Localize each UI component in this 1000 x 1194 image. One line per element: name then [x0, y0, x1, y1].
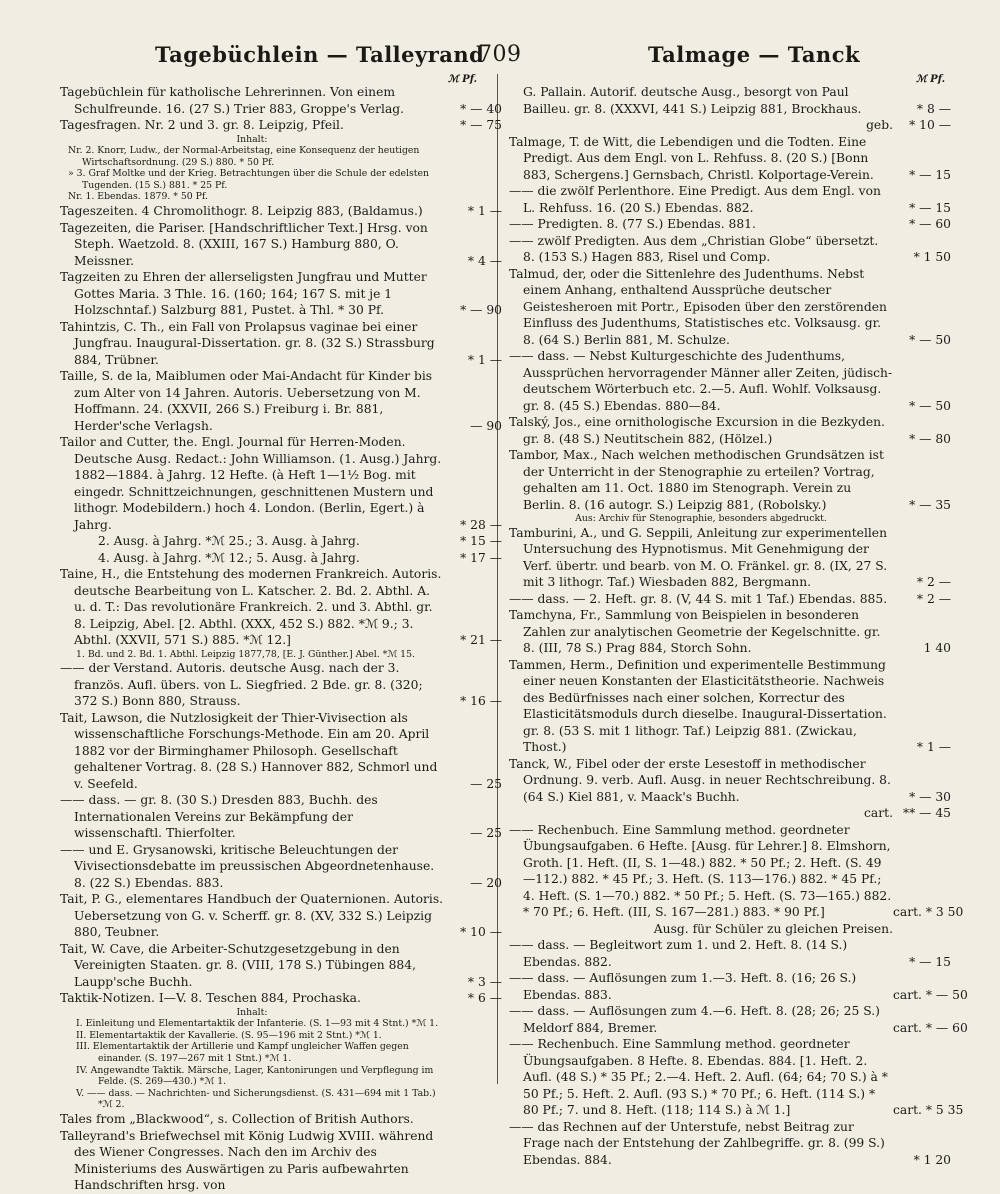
entry-text: —— der Verstand. Autoris. deutsche Ausg. nach der 3. französ. Aufl. übers. von L. Siegfried. 2 Bde. gr. 8. (320; 372 S.) Bonn 880, Strauss. [60, 661, 427, 709]
price: * 1 — [467, 352, 502, 367]
catalog-entry [60, 220, 502, 270]
entry-text: Tagezeiten, die Pariser. [Handschriftlicher Text.] Hrsg. von Steph. Waetzold. 8. (XXIII, 167 S.) Hamburg 880, O. Meissner. [60, 220, 432, 268]
price: cart. * — 50 [893, 987, 968, 1002]
catalog-entry [509, 266, 951, 349]
entry-text: 2. Ausg. à Jahrg. *ℳ 25.; 3. Ausg. à Jahrg. [98, 534, 360, 549]
entry-text: Tamchyna, Fr., Sammlung von Beispielen in besonderen Zahlen zur analytischen Geometrie der Kegelschnitte. gr. 8. (III, 78 S.) Prag 884, Storch Sohn. [509, 608, 885, 656]
catalog-entry [60, 203, 502, 220]
price: * 17 — [460, 550, 502, 565]
entry-text: —— die zwölf Perlenthore. Eine Predigt. Aus dem Engl. von L. Rehfuss. 16. (20 S.) Ebendas. 882. [509, 184, 885, 215]
price: * — 15 [909, 954, 951, 969]
price: * — 30 [909, 789, 951, 804]
price: * — 15 [909, 167, 951, 182]
entry-text: —— Rechenbuch. Eine Sammlung method. geordneter Übungsaufgaben. 8 Hefte. 8. Ebendas. 884. [1. Heft. 2. Aufl. (48 S.) * 35 Pf.; 2.—4. Heft. 2. Aufl. (64; 64; 70 S.) à * 50 Pf.; 5. Heft. 2. Aufl. (93 S.) * 70 Pf.; 6. Heft. (114 S.) * 80 Pf.; 7. und 8. Heft. (118; 114 S.) à ℳ 1.] [509, 1037, 892, 1118]
price: * — 75 [460, 118, 502, 132]
entry-text: —— Predigten. 8. (77 S.) Ebendas. 881. [509, 217, 756, 231]
price: * — 40 [460, 101, 502, 116]
catalog-entry-addendum [509, 805, 951, 822]
entry-text: Talleyrand's Briefwechsel mit König Ludwig XVIII. während des Wiener Congresses. Nach den im Archiv des Ministeriums des Auswärtigen zu Paris aufbewahrten Handschriften hrsg. von [60, 1128, 438, 1192]
entry-text: —— das Rechnen auf der Unterstufe, nebst Beitrag zur Frage nach der Entstehung der Zahlbegriffe. gr. 8. (99 S.) Ebendas. 884. [509, 1119, 889, 1167]
price: * — 35 [909, 497, 951, 512]
catalog-entry [60, 710, 502, 793]
price: — 25 [470, 776, 502, 791]
price: cart. * — 60 [893, 1020, 968, 1035]
entry-text: —— zwölf Predigten. Aus dem „Christian Globe“ übersetzt. 8. (153 S.) Hagen 883, Risel und Comp. [509, 233, 883, 264]
price: * 1 — [916, 740, 951, 755]
price: * 6 — [467, 991, 502, 1006]
catalog-entry [509, 657, 951, 756]
catalog-entry [60, 434, 502, 533]
catalog-entry [60, 660, 502, 710]
price: * 15 — [460, 534, 502, 549]
running-head-left: Tagebüchlein — Talleyrand [155, 42, 485, 67]
catalog-entry [509, 822, 964, 921]
catalog-entry [60, 1111, 502, 1128]
price: * 28 — [460, 517, 502, 532]
price: cart. * 3 50 [893, 905, 964, 920]
entry-text: Tagebüchlein für katholische Lehrerinnen. Von einem Schulfreunde. 16. (27 S.) Trier 883, Groppe's Verlag. [60, 85, 405, 116]
price-column-head-right: ℳ Pf. [916, 74, 946, 85]
catalog-entry [509, 84, 951, 117]
entry-text: Tait, W. Cave, die Arbeiter-Schutzgesetzgebung in den Vereinigten Staaten. gr. 8. (VIII, 178 S.) Tübingen 884, Laupp'sche Buchh. [60, 941, 420, 989]
contents-note: III. Elementartaktik der Artillerie und Kampf ungleicher Waffen gegen einander. (S. 197—267 mit 1 Stnt.) *ℳ 1. [76, 1041, 409, 1065]
entry-text: geb. [866, 118, 893, 132]
catalog-entry [509, 447, 951, 513]
catalog-entry [509, 1036, 964, 1119]
catalog-entry [509, 1119, 951, 1169]
contents-note: II. Elementartaktik der Kavallerie. (S. 95—196 mit 2 Stnt.) *ℳ 1. [76, 1029, 382, 1041]
entry-text: Tageszeiten. 4 Chromolithogr. 8. Leipzig 883, (Baldamus.) [60, 204, 423, 219]
entry-text: —— Rechenbuch. Eine Sammlung method. geordneter Übungsaufgaben. 6 Hefte. [Ausg. für Lehrer.] 8. Elmshorn, Groth. [1. Heft. (II, S. 1—48.) 882. * 50 Pf.; 2. Heft. (S. 49—112.) 882. * 45 Pf.; 3. Heft. (S. 113—176.) 882. * 45 Pf.; 4. Heft. (S. 1—70.) 882. * 50 Pf.; 5. Heft. (S. 73—165.) 882. * 70 Pf.; 6. Heft. (III, S. 167—281.) 883. * 90 Pf.] [509, 822, 896, 920]
entry-text: Taine, H., die Entstehung des modernen Frankreich. Autoris. deutsche Bearbeitung von L. Katscher. 2. Bd. 2. Abthl. A. u. d. T.: Das revolutionäre Frankreich. 2. und 3. Abthl. gr. 8. Leipzig, Abel. [2. Abthl. (XXX, 452 S.) 882. *ℳ 9.; 3. Abthl. (XXVII, 571 S.) 885. *ℳ 12.] [60, 567, 446, 648]
entry-text: Tailor and Cutter, the. Engl. Journal für Herren-Moden. Deutsche Ausg. Redact.: John Williamson. (1. Ausg.) Jahrg. 1882—1884. à Jahrg. 12 Hefte. (à Heft 1—1½ Bog. mit eingedr. Schnittzeichnungen, geschnittenen Mustern und lithogr. Modebildern.) hoch 4. London. (Berlin, Egert.) à Jahrg. [60, 435, 446, 532]
catalog-entry [60, 319, 502, 369]
entry-text: Talský, Jos., eine ornithologische Excursion in die Bezkyden. gr. 8. (48 S.) Neutitschein 882, (Hölzel.) [509, 415, 889, 446]
price: * — 50 [909, 332, 951, 347]
catalog-entry [509, 134, 951, 184]
entry-text: —— und E. Grysanowski, kritische Beleuchtungen der Vivisectionsdebatte im preussischen Abgeordnetenhause. 8. (22 S.) Ebendas. 883. [60, 842, 439, 890]
catalog-entry [509, 525, 951, 591]
price: * 1 50 [913, 250, 951, 264]
catalog-entry-addendum [60, 550, 502, 567]
entry-text: Tammen, Herm., Definition und experimentelle Bestimmung einer neuen Konstanten der Elasticitätstheorie. Nachweis des Bedürfnisses nach einer solchen, Korrectur des Elasticitätsmoduls durch dieselbe. Inaugural-Dissertation. gr. 8. (53 S. mit 1 lithogr. Taf.) Leipzig 881. (Zwickau, Thost.) [509, 657, 891, 755]
catalog-entry [60, 1128, 502, 1194]
entry-text: Tales from „Blackwood“, s. Collection of British Authors. [60, 1112, 414, 1126]
entry-text: —— dass. — Nebst Kulturgeschichte des Judenthums, Aussprüchen hervorragender Männer aller Zeiten, jüdisch-deutschem Wörterbuch etc. 2.—5. Aufl. Wohlf. Volksausg. gr. 8. (45 S.) Ebendas. 880—84. [509, 349, 893, 413]
entry-text: Tambor, Max., Nach welchen methodischen Grundsätzen ist der Unterricht in der Stenographie zu erteilen? Vortrag, gehalten am 11. Oct. 1880 im Stenograph. Verein zu Berlin. 8. (16 autogr. S.) Leipzig 881, (Robolsky.) [509, 448, 888, 512]
catalog-entry-addendum [60, 533, 502, 550]
catalog-entry [509, 591, 951, 608]
price: * 8 — [916, 101, 951, 116]
catalog-entry-addendum [509, 921, 951, 938]
catalog-entry [60, 566, 502, 649]
catalog-entry [60, 269, 502, 319]
entry-text: Ausg. für Schüler zu gleichen Preisen. [653, 921, 893, 936]
contents-heading: Inhalt: [236, 133, 268, 145]
price: — 20 [470, 875, 502, 890]
catalog-entry [509, 216, 951, 233]
entry-text: —— dass. — Auflösungen zum 4.—6. Heft. 8. (28; 26; 25 S.) Meldorf 884, Bremer. [509, 1004, 884, 1035]
price: cart. * 5 35 [893, 1103, 964, 1118]
entry-text: Talmud, der, oder die Sittenlehre des Judenthums. Nebst einem Anhang, enthaltend Aussprüche deutscher Geistesheroen mit Portr., Episoden über den zerstörenden Einfluss des Judenthums, Statistisches etc. Volksausg. gr. 8. (64 S.) Berlin 881, M. Schulze. [509, 266, 891, 347]
entry-text: Talmage, T. de Witt, die Lebendigen und die Todten. Eine Predigt. Aus dem Engl. von L. Rehfuss. 8. (20 S.) [Bonn 883, Schergens.] Gernsbach, Christl. Kolportage-Verein. [509, 134, 874, 182]
price: * — 80 [909, 431, 951, 446]
catalog-entry [60, 792, 502, 842]
entry-text: —— dass. — gr. 8. (30 S.) Dresden 883, Buchh. des Internationalen Vereins zur Bekämpfung der wissenschaftl. Thierfolter. [60, 793, 382, 841]
catalog-entry [509, 607, 951, 657]
entry-text: —— dass. — 2. Heft. gr. 8. (V, 44 S. mit 1 Taf.) Ebendas. 885. [509, 591, 888, 606]
contents-note: V. —— dass. — Nachrichten- und Sicherungsdienst. (S. 431—694 mit 1 Tab.) *ℳ 2. [76, 1087, 436, 1111]
entry-text: cart. [864, 806, 893, 821]
entry-text: Tait, Lawson, die Nutzlosigkeit der Thier-Vivisection als wissenschaftliche Forschungs-Methode. Ein am 20. April 1882 vor der Birminghamer Philosoph. Gesellschaft gehaltener Vortrag. 8. (28 S.) Hannover 882, Schmorl und v. Seefeld. [60, 710, 442, 791]
contents-note: IV. Angewandte Taktik. Märsche, Lager, Kantonirungen und Verpflegung im Felde. (S. 269—430.) *ℳ 1. [76, 1064, 434, 1088]
price: 1 40 [923, 641, 951, 656]
contents-heading: Aus: Archiv für Stenographie, besonders abgedruckt. [575, 513, 827, 524]
price: — 90 [470, 418, 502, 433]
catalog-entry [60, 990, 502, 1007]
catalog-entry [509, 348, 951, 414]
catalog-entry [509, 1003, 968, 1036]
entry-text: Taille, S. de la, Maiblumen oder Mai-Andacht für Kinder bis zum Alter von 14 Jahren. Autoris. Uebersetzung von M. Hoffmann. 24. (XXVII, 266 S.) Freiburg i. Br. 881, Herder'sche Verlagsh. [60, 369, 437, 433]
right-column [509, 84, 968, 1168]
left-column [60, 84, 502, 1194]
entry-text: Tagzeiten zu Ehren der allerseligsten Jungfrau und Mutter Gottes Maria. 3 Thle. 16. (160; 164; 167 S. mit je 1 Holzschntaf.) Salzburg 881, Pustet. à Thl. * 30 Pf. [60, 270, 431, 318]
price: * 10 — [909, 118, 951, 132]
contents-note: Nr. 2. Knorr, Ludw., der Normal-Arbeitstag, eine Konsequenz der heutigen Wirtschaftsordnung. (29 S.) 880. * 50 Pf. [68, 145, 420, 168]
contents-note: Nr. 1. Ebendas. 1879. * 50 Pf. [68, 191, 208, 203]
catalog-entry [60, 368, 502, 434]
catalog-entry [509, 756, 951, 806]
price: * 10 — [460, 925, 502, 940]
contents-note: 1. Bd. und 2. Bd. 1. Abthl. Leipzig 1877,78, [E. J. Günther.] Abel. *ℳ 15. [76, 648, 415, 660]
catalog-entry [60, 84, 502, 117]
price: * 1 20 [913, 1152, 951, 1167]
price: * 2 — [916, 575, 951, 590]
catalog-entry [509, 183, 951, 216]
entry-text: —— dass. — Begleitwort zum 1. und 2. Heft. 8. (14 S.) Ebendas. 882. [509, 938, 852, 969]
entry-text: Tagesfragen. Nr. 2 und 3. gr. 8. Leipzig, Pfeil. [60, 118, 344, 132]
catalog-entry [60, 941, 502, 991]
entry-text: Tamburini, A., und G. Seppili, Anleitung zur experimentellen Untersuchung des Hypnotismus. Mit Genehmigung der Verf. übertr. und bearb. von M. O. Fränkel. gr. 8. (IX, 27 S. mit 3 lithogr. Taf.) Wiesbaden 882, Bergmann. [509, 525, 892, 590]
entry-text: Tait, P. G., elementares Handbuch der Quaternionen. Autoris. Uebersetzung von G. v. Scherff. gr. 8. (XV, 332 S.) Leipzig 880, Teubner. [60, 892, 447, 940]
price: * 21 — [460, 633, 502, 648]
contents-note: I. Einleitung und Elementartaktik der Infanterie. (S. 1—93 mit 4 Stnt.) *ℳ 1. [76, 1018, 439, 1030]
contents-note: » 3. Graf Moltke und der Krieg. Betrachtungen über die Schule der edelsten Tugenden. (15 S.) 881. * 25 Pf. [68, 168, 429, 191]
entry-text: —— dass. — Auflösungen zum 1.—3. Heft. 8. (16; 26 S.) Ebendas. 883. [509, 971, 861, 1002]
page-number: 709 [478, 42, 522, 67]
price: * — 50 [909, 398, 951, 413]
price: * — 60 [909, 217, 951, 231]
catalog-entry [509, 937, 951, 970]
catalog-entry [509, 414, 951, 447]
catalog-entry [60, 117, 502, 134]
catalog-entry-addendum [509, 117, 951, 134]
price: * 16 — [460, 694, 502, 709]
price: * 4 — [467, 253, 502, 268]
price: * — 15 [909, 200, 951, 215]
catalog-entry [509, 233, 951, 266]
price: * 1 — [467, 204, 502, 219]
price: ** — 45 [902, 806, 951, 821]
entry-text: Tahintzis, C. Th., ein Fall von Prolapsus vaginae bei einer Jungfrau. Inaugural-Dissertation. gr. 8. (32 S.) Strassburg 884, Trübner. [60, 319, 439, 367]
price: * — 90 [460, 303, 502, 318]
running-head-right: Talmage — Tanck [648, 42, 861, 67]
price-column-head-left: ℳ Pf. [448, 74, 478, 85]
entry-text: 4. Ausg. à Jahrg. *ℳ 12.; 5. Ausg. à Jahrg. [98, 550, 360, 565]
price: * 2 — [916, 591, 951, 606]
price: * 3 — [467, 974, 502, 989]
entry-text: G. Pallain. Autorif. deutsche Ausg., besorgt von Paul Bailleu. gr. 8. (XXXVI, 441 S.) Leipzig 881, Brockhaus. [523, 85, 862, 116]
price: — 25 [470, 826, 502, 841]
catalog-entry [60, 891, 502, 941]
contents-heading: Inhalt: [236, 1006, 268, 1018]
catalog-entry [509, 970, 968, 1003]
catalog-entry [60, 842, 502, 892]
entry-text: Tanck, W., Fibel oder der erste Lesestoff in methodischer Ordnung. 9. verb. Aufl. Ausg. in neuer Rechtschreibung. 8. (64 S.) Kiel 881, v. Maack's Buchh. [509, 756, 895, 804]
entry-text: Taktik-Notizen. I—V. 8. Teschen 884, Prochaska. [60, 991, 361, 1006]
